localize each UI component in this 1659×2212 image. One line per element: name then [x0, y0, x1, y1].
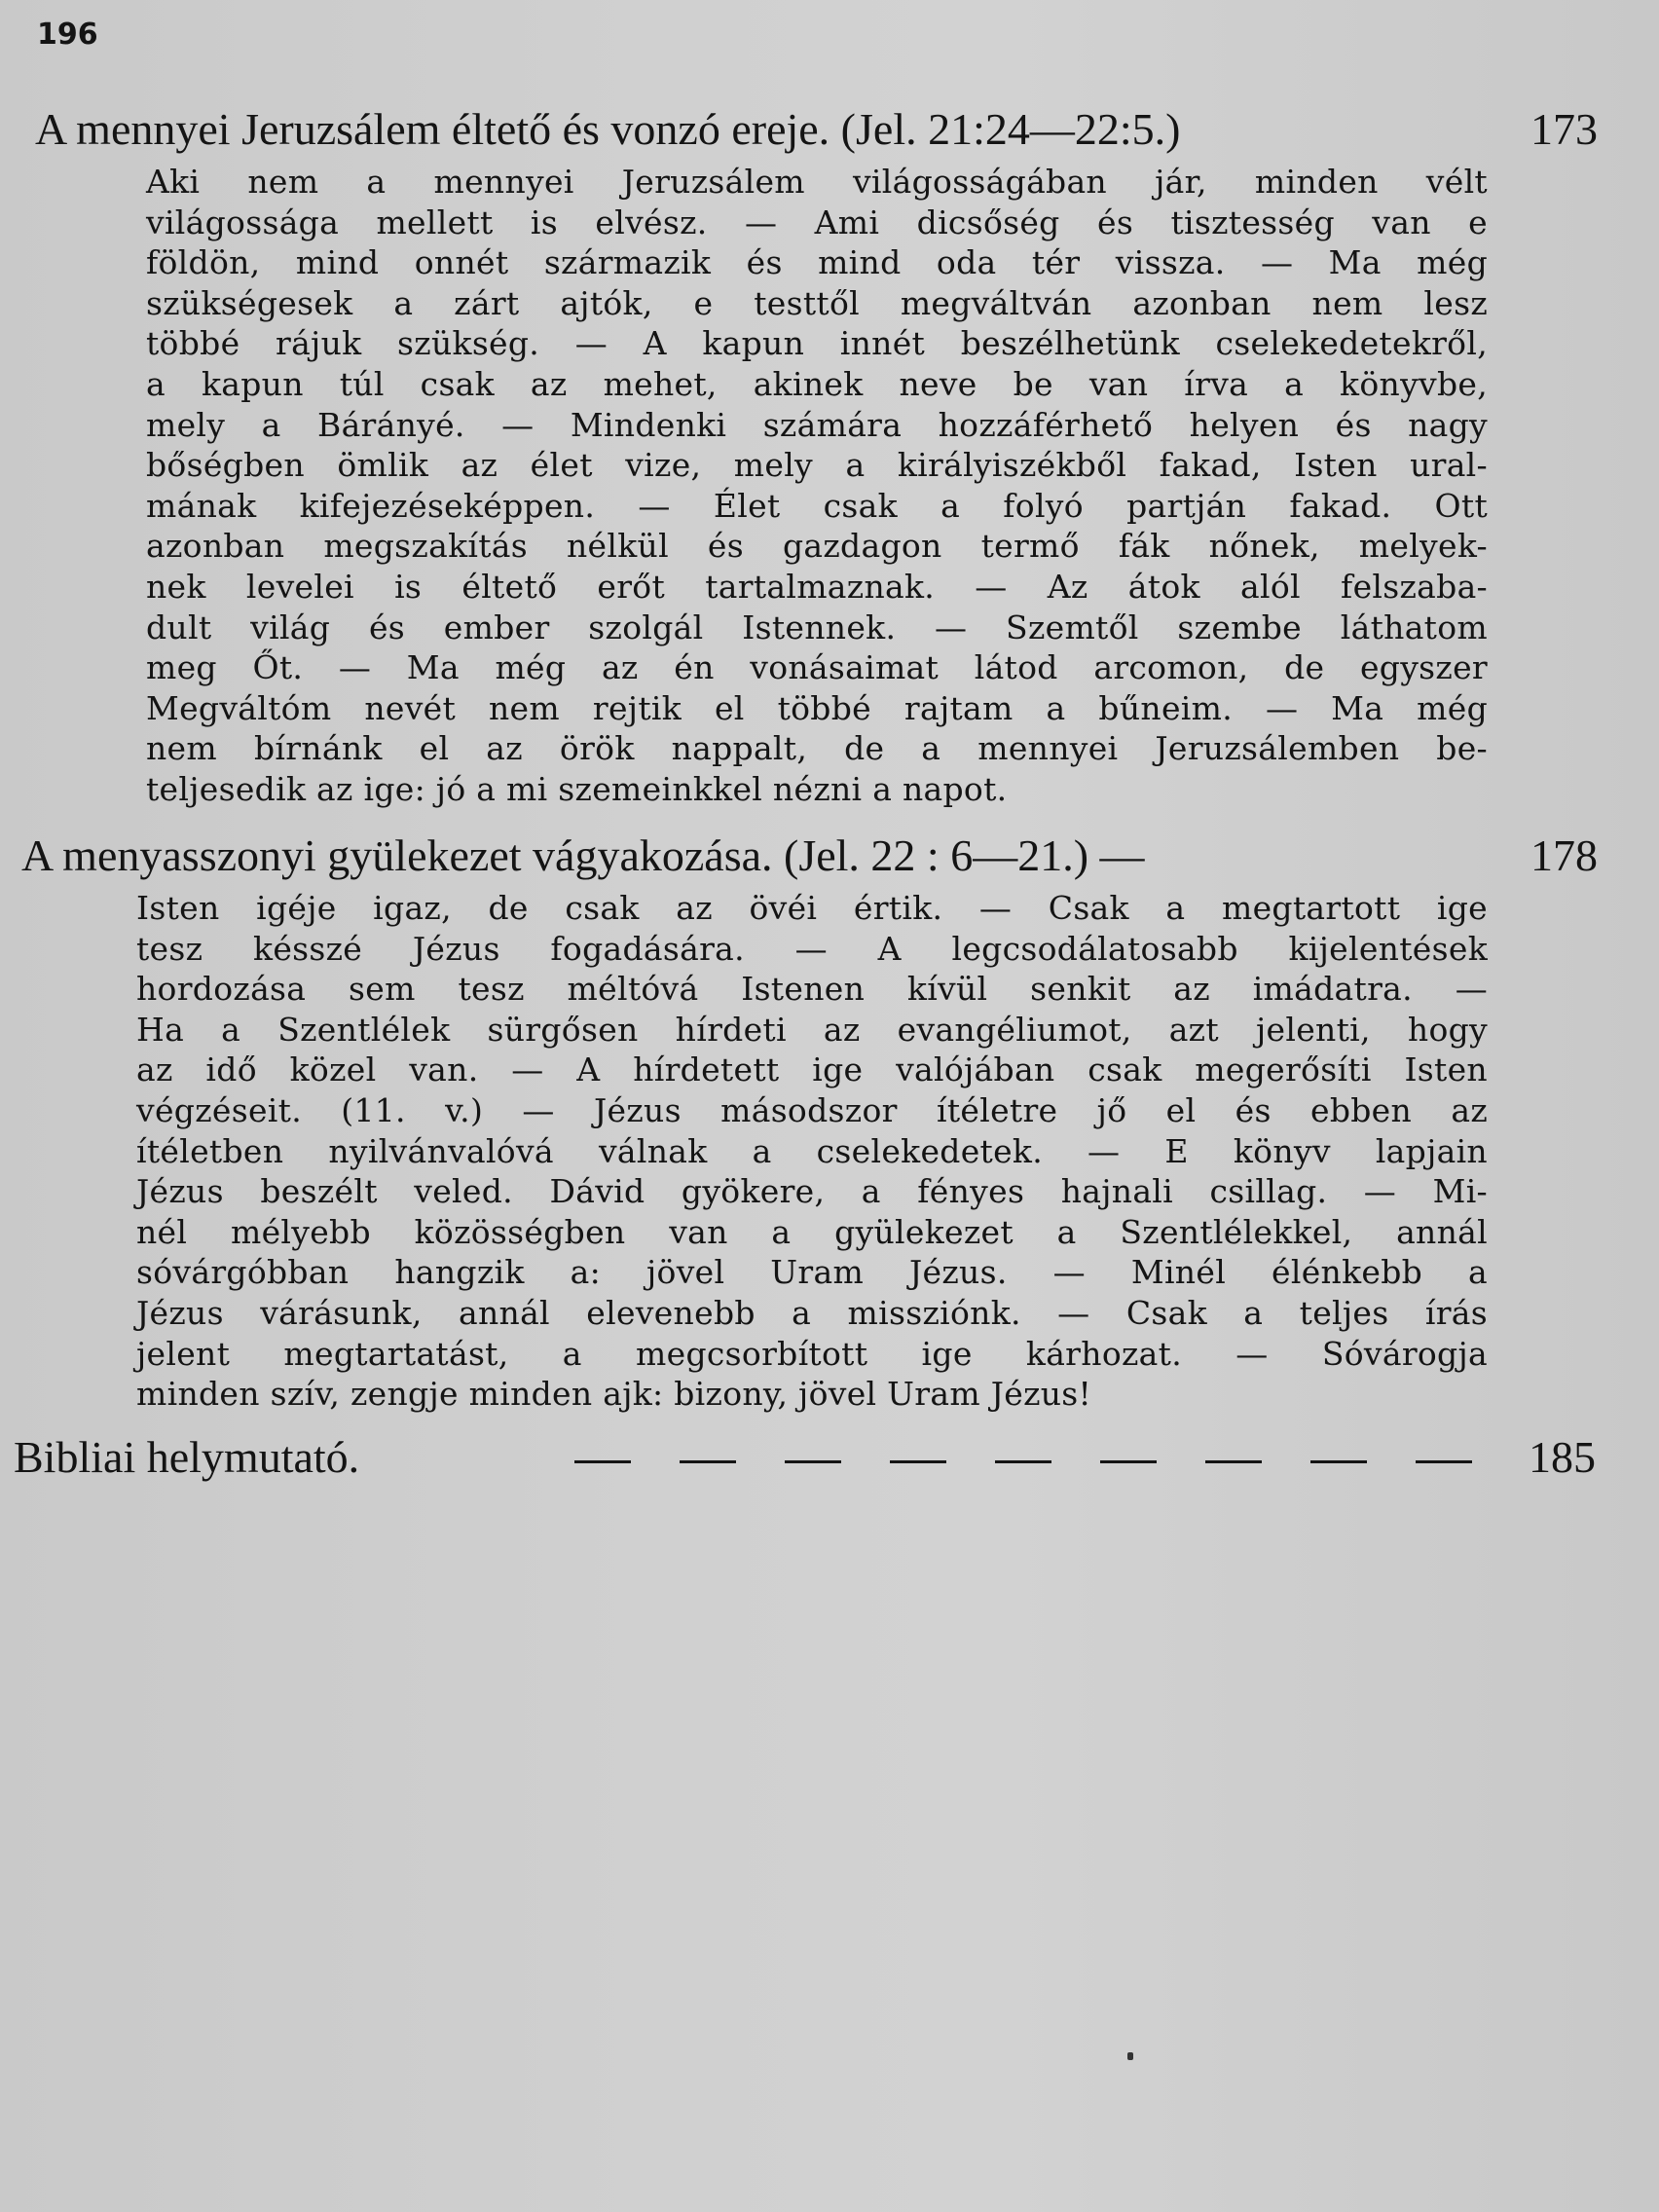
toc-entry-page: 173	[1530, 104, 1598, 154]
toc-entry-summary	[146, 162, 1488, 810]
leader-dash	[1310, 1460, 1367, 1463]
summary-line: azonban megszakítás nélkül és gazdagon termő fák nőnek, melyek-	[146, 527, 1488, 566]
leader-dash	[1416, 1460, 1472, 1463]
summary-line: nem bírnánk el az örök nappalt, de a mennyei Jeruzsálemben be-	[146, 729, 1488, 768]
summary-line: meg Őt. — Ma még az én vonásaimat látod arcomon, de egyszer	[146, 648, 1488, 687]
summary-line: világossága mellett is elvész. — Ami dicsőség és tisztesség van e	[146, 203, 1488, 241]
leader-dash	[574, 1460, 631, 1463]
summary-line: Jézus várásunk, annál elevenebb a missziónk. — Csak a teljes írás	[136, 1293, 1488, 1332]
toc-entry-title: A menyasszonyi gyülekezet vágyakozása. (Jel. 22 : 6—21.) —	[21, 830, 1145, 880]
summary-line: jelent megtartatást, a megcsorbított ige kárhozat. — Sóvárogja	[136, 1334, 1488, 1373]
index-page: 185	[1529, 1432, 1596, 1482]
summary-line: ítéletben nyilvánvalóvá válnak a cselekedetek. — E könyv lapjain	[136, 1131, 1488, 1170]
summary-line: teljesedik az ige: jó a mi szemeinkkel nézni a napot.	[146, 769, 1008, 808]
speck	[1127, 2052, 1133, 2060]
summary-line: a kapun túl csak az mehet, akinek neve be van írva a könyvbe,	[146, 364, 1488, 403]
toc-entry-page: 178	[1530, 830, 1598, 880]
summary-line: hordozása sem tesz méltóvá Istenen kívül senkit az imádatra. —	[136, 970, 1488, 1009]
toc-entry-summary	[136, 888, 1488, 1415]
summary-line: bőségben ömlik az élet vize, mely a királyiszékből fakad, Isten ural-	[146, 446, 1488, 485]
summary-line: Megváltóm nevét nem rejtik el többé rajtam a bűneim. — Ma még	[146, 688, 1488, 727]
summary-line: sóvárgóbban hangzik a: jövel Uram Jézus. — Minél élénkebb a	[136, 1253, 1488, 1292]
index-entry	[0, 1431, 1659, 1490]
summary-line: az idő közel van. — A hírdetett ige valójában csak megerősíti Isten	[136, 1051, 1488, 1089]
summary-line: szükségesek a zárt ajtók, e testtől megváltván azonban nem lesz	[146, 283, 1488, 322]
summary-line: nek levelei is éltető erőt tartalmaznak. — Az átok alól felszaba-	[146, 567, 1488, 606]
summary-line: Aki nem a mennyei Jeruzsálem világosságában jár, minden vélt	[146, 163, 1488, 201]
summary-line: többé rájuk szükség. — A kapun innét beszélhetünk cselekedetekről,	[146, 324, 1488, 363]
leader-dash	[680, 1460, 736, 1463]
summary-line: Isten igéje igaz, de csak az övéi értik. — Csak a megtartott ige	[136, 889, 1488, 927]
index-title: Bibliai helymutató.	[14, 1432, 360, 1482]
summary-line: földön, mind onnét származik és mind oda tér vissza. — Ma még	[146, 243, 1488, 282]
toc-entry-heading	[0, 830, 1659, 886]
summary-line: nél mélyebb közösségben van a gyülekezet a Szentlélekkel, annál	[136, 1212, 1488, 1251]
summary-line: végzéseit. (11. v.) — Jézus másodszor ítéletre jő el és ebben az	[136, 1090, 1488, 1129]
summary-line: Ha a Szentlélek sürgősen hírdeti az evangéliumot, azt jelenti, hogy	[136, 1010, 1488, 1049]
summary-line: Jézus beszélt veled. Dávid gyökere, a fényes hajnali csillag. — Mi-	[136, 1172, 1488, 1211]
toc-entry-title: A mennyei Jeruzsálem éltető és vonzó ereje. (Jel. 21:24—22:5.)	[35, 104, 1181, 154]
summary-line: minden szív, zengje minden ajk: bizony, jövel Uram Jézus!	[136, 1375, 1092, 1414]
leader-dashes	[574, 1431, 1480, 1484]
toc-entry-heading	[0, 103, 1659, 160]
summary-line: mely a Bárányé. — Mindenki számára hozzáférhető helyen és nagy	[146, 405, 1488, 444]
summary-line: dult világ és ember szolgál Istennek. — Szemtől szembe láthatom	[146, 608, 1488, 646]
leader-dash	[890, 1460, 946, 1463]
leader-dash	[1100, 1460, 1157, 1463]
leader-dash	[1205, 1460, 1262, 1463]
summary-line: tesz késszé Jézus fogadására. — A legcsodálatosabb kijelentések	[136, 929, 1488, 968]
summary-line: mának kifejezéseképpen. — Élet csak a folyó partján fakad. Ott	[146, 486, 1488, 525]
leader-dash	[785, 1460, 841, 1463]
leader-dash	[995, 1460, 1051, 1463]
page-number: 196	[37, 18, 98, 52]
